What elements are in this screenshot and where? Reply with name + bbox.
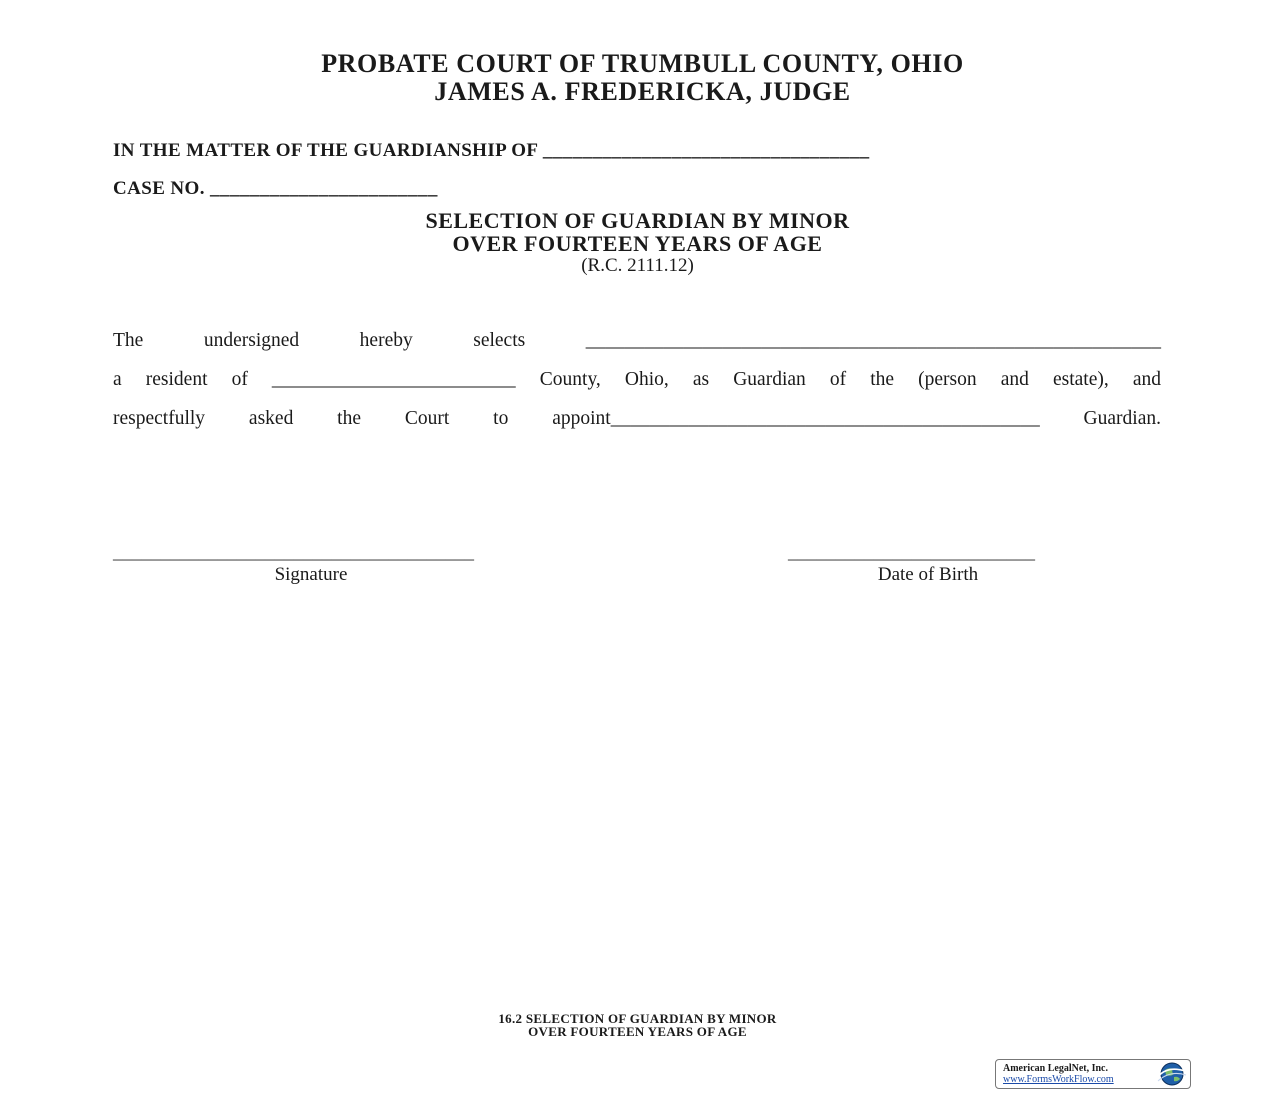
- case-number-line: CASE NO. _______________________: [113, 178, 438, 199]
- statute-reference: (R.C. 2111.12): [581, 255, 694, 276]
- form-title-line1: SELECTION OF GUARDIAN BY MINOR: [425, 208, 850, 233]
- publisher-link[interactable]: www.FormsWorkFlow.com: [1003, 1074, 1114, 1085]
- footer-form-title-line2: OVER FOURTEEN YEARS OF AGE: [528, 1024, 747, 1039]
- residence-line: a resident of _________________________ County, Ohio, as Guardian of the (person and estate), and: [113, 369, 1161, 390]
- guardianship-matter-line: IN THE MATTER OF THE GUARDIANSHIP OF _________________________________: [113, 140, 870, 161]
- globe-logo-icon: [1152, 1061, 1188, 1087]
- judge-name: JAMES A. FREDERICKA, JUDGE: [434, 77, 851, 106]
- selection-line: The undersigned hereby selects ___________________________________________________________: [113, 330, 1161, 351]
- publisher-badge[interactable]: [995, 1059, 1191, 1089]
- court-name: PROBATE COURT OF TRUMBULL COUNTY, OHIO: [321, 49, 964, 78]
- date-of-birth-line: __________________________: [788, 542, 1035, 563]
- date-of-birth-label: Date of Birth: [877, 564, 979, 585]
- appointment-line: respectfully asked the Court to appoint____________________________________________ Guardian.: [113, 408, 1161, 429]
- footer-form-title-line1: 16.2 SELECTION OF GUARDIAN BY MINOR: [498, 1011, 777, 1026]
- publisher-name: American LegalNet, Inc.: [1003, 1063, 1108, 1074]
- signature-line: ______________________________________: [113, 542, 474, 563]
- signature-label: Signature: [274, 564, 348, 585]
- form-title-line2: OVER FOURTEEN YEARS OF AGE: [452, 231, 823, 256]
